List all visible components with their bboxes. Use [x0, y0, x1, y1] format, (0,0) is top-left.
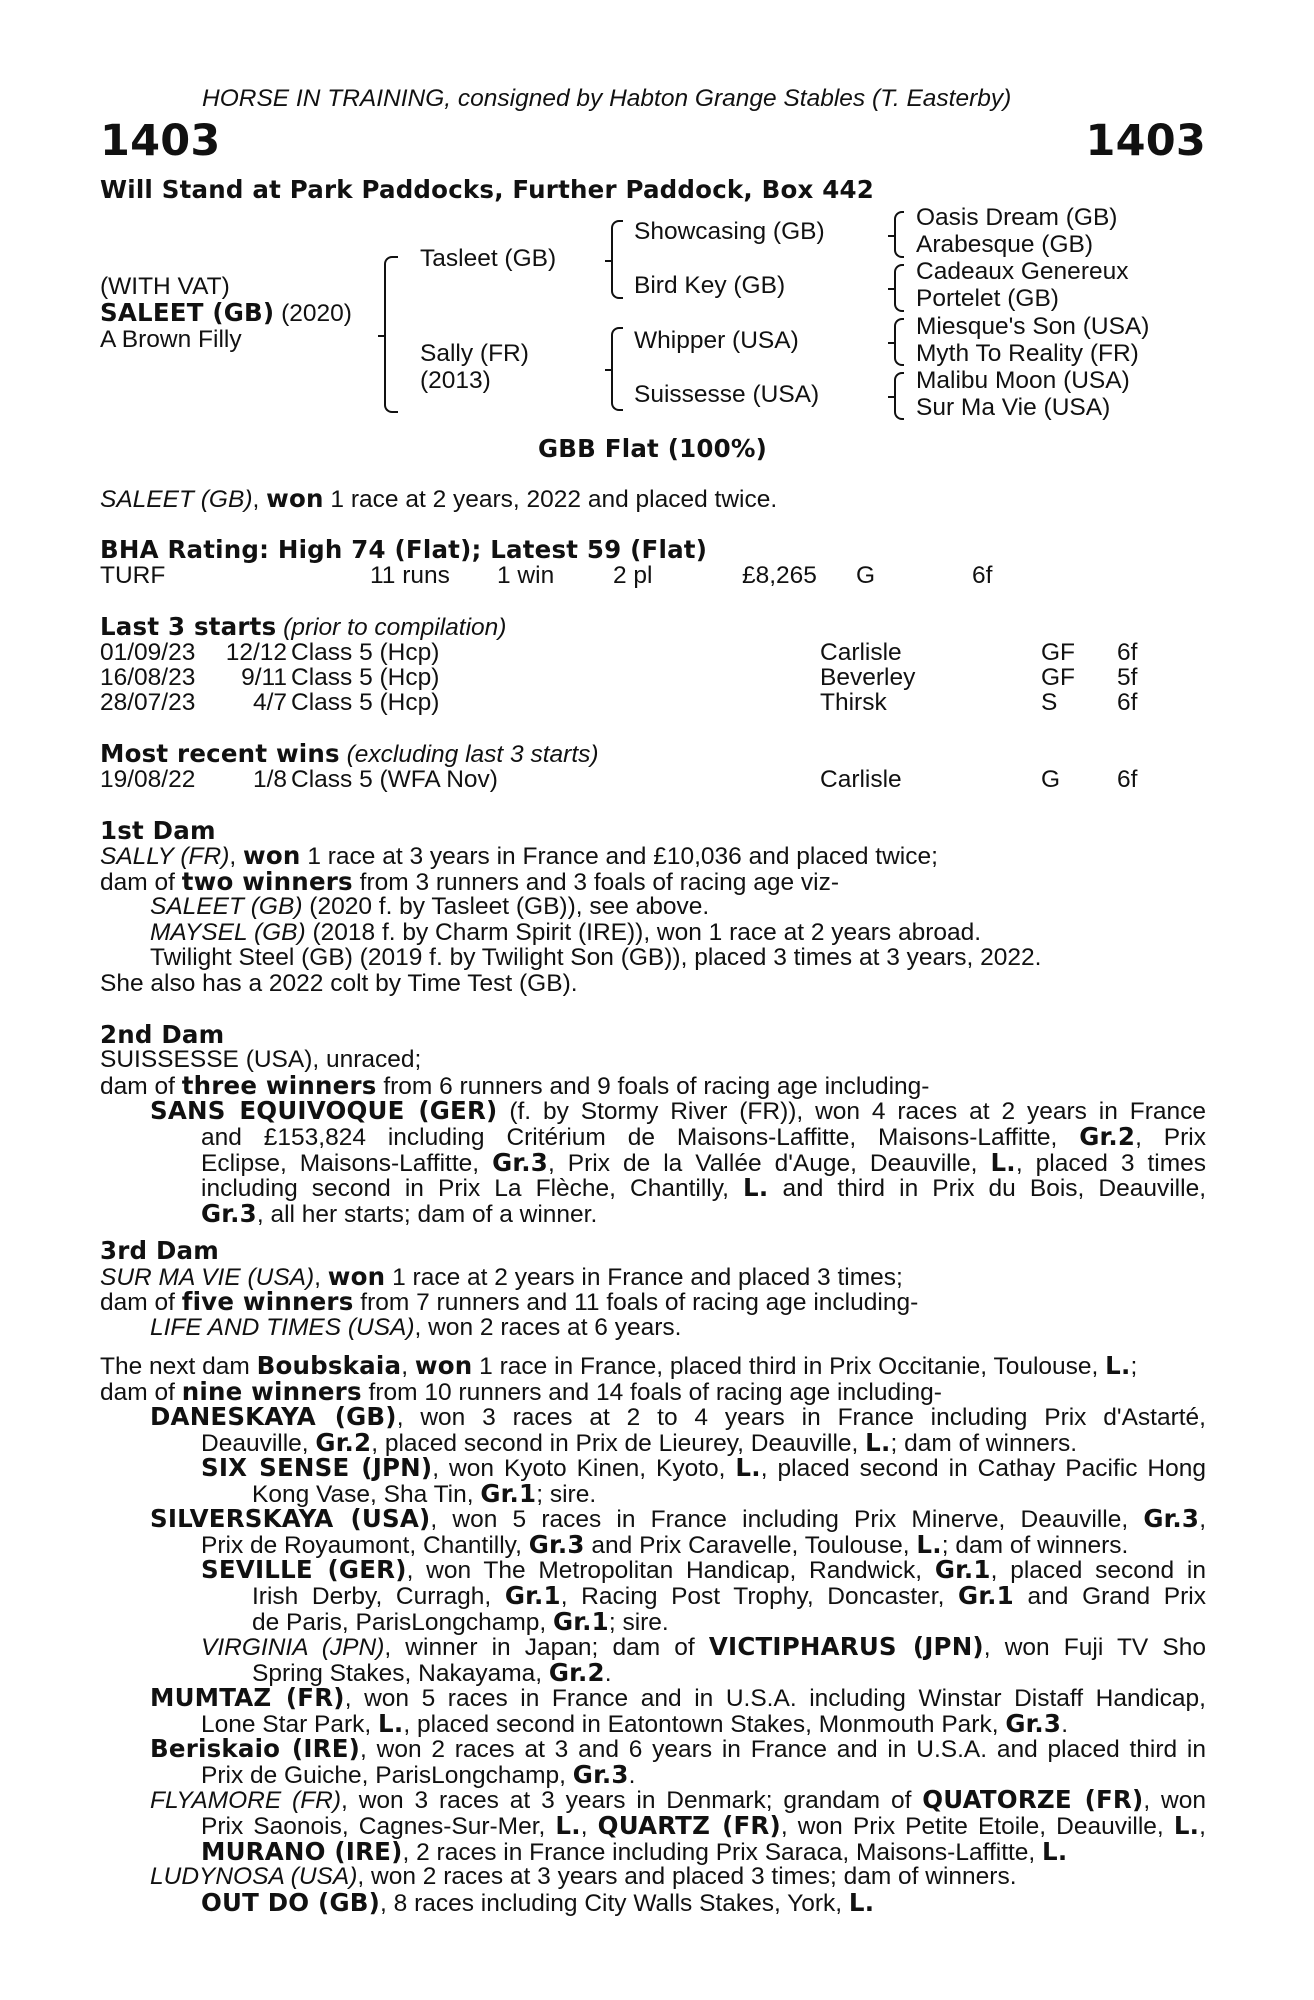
produce-detail	[201, 1762, 635, 1788]
produce-item	[201, 1557, 1206, 1583]
summary-text: 1 race at 2 years, 2022 and placed twice.	[323, 486, 778, 513]
produce-name: SANS EQUIVOQUE (GER)	[150, 1096, 498, 1125]
text: dam of	[100, 1379, 182, 1406]
text: , 8 races including City Walls Stakes, York,	[380, 1890, 849, 1917]
produce-item	[150, 1098, 1206, 1124]
text: ,	[1199, 1506, 1206, 1533]
text: .	[604, 1660, 612, 1687]
text: from 7 runners and 11 foals of racing age including-	[353, 1289, 919, 1316]
grade: Gr.2	[1079, 1122, 1136, 1151]
produce-item	[201, 1634, 1206, 1660]
bha-distance: 6f	[972, 562, 993, 589]
consignment-line: HORSE IN TRAINING, consigned by Habton Grange Stables (T. Easterby)	[202, 85, 1012, 112]
bha-earnings: £8,265	[742, 562, 817, 589]
text: and Grand Prix	[1013, 1583, 1206, 1610]
grade: Gr.2	[315, 1428, 372, 1457]
winners-count: five winners	[181, 1287, 354, 1316]
gbb-rating: GBB Flat (100%)	[538, 434, 767, 463]
produce-detail	[201, 1124, 1206, 1226]
lot-number-left: 1403	[100, 116, 221, 166]
produce-name: MUMTAZ (FR)	[150, 1683, 345, 1712]
text: , won Prix Petite Etoile, Deauville,	[780, 1813, 1174, 1840]
row-course: Beverley	[820, 664, 916, 691]
grade: Gr.3	[572, 1760, 629, 1789]
bha-wins: 1 win	[497, 562, 555, 589]
produce-name: SILVERSKAYA (USA)	[150, 1504, 431, 1533]
text: dam of	[100, 1073, 182, 1100]
row-course: Carlisle	[820, 766, 902, 793]
produce-name: QUARTZ (FR)	[597, 1811, 781, 1840]
bha-surface: TURF	[100, 562, 166, 589]
grade: L.	[743, 1173, 769, 1202]
recent-wins-note: (excluding last 3 starts)	[339, 741, 599, 768]
row-date: 19/08/22	[100, 766, 196, 793]
sire-dam: Bird Key (GB)	[634, 272, 786, 299]
ggs-4: Portelet (GB)	[916, 285, 1059, 312]
row-course: Thirsk	[820, 689, 887, 716]
grade: Gr.1	[552, 1606, 609, 1636]
text: , won 5 races in France and in U.S.A. including Winstar Distaff Handicap,	[344, 1685, 1206, 1712]
grade: Gr.3	[1005, 1709, 1062, 1738]
summary-name: SALEET (GB)	[100, 486, 253, 513]
row-position: 12/12	[225, 639, 287, 666]
brace-ggs-4	[894, 372, 904, 420]
row-position: 4/7	[252, 689, 287, 716]
dam-name: SALLY (FR)	[100, 843, 230, 870]
text: .	[628, 1762, 636, 1789]
brace-sire	[611, 220, 623, 299]
grade: Gr.1	[934, 1555, 991, 1584]
produce-name: LUDYNOSA (USA)	[150, 1863, 358, 1890]
grade: Gr.2	[548, 1658, 605, 1687]
produce-item	[150, 1736, 1206, 1762]
third-dam-title: 3rd Dam	[100, 1236, 219, 1265]
text: Kong Vase, Sha Tin,	[252, 1481, 481, 1508]
row-distance: 5f	[1117, 664, 1138, 691]
text: , won	[1143, 1787, 1206, 1814]
text: , all her starts; dam of a winner.	[256, 1200, 598, 1228]
row-course: Carlisle	[820, 639, 902, 666]
text: , placed second in	[990, 1557, 1207, 1584]
produce-name: SEVILLE (GER)	[201, 1555, 407, 1584]
produce-name: Beriskaio (IRE)	[150, 1734, 361, 1763]
dam-name: Boubskaia	[256, 1351, 402, 1380]
text: The next dam	[100, 1353, 257, 1380]
produce-item: Twilight Steel (GB) (2019 f. by Twilight Son (GB)), placed 3 times at 3 years, 2022.	[150, 944, 1042, 971]
second-dam-line: SUISSESSE (USA), unraced;	[100, 1046, 422, 1073]
text: Prix de Guiche, ParisLongchamp,	[201, 1762, 573, 1789]
text: , won The Metropolitan Handicap, Randwick,	[406, 1557, 935, 1584]
produce-name: FLYAMORE (FR)	[150, 1787, 342, 1814]
text: ; dam of winners.	[890, 1430, 1078, 1457]
grade: Gr.3	[492, 1147, 548, 1177]
recent-wins-heading	[100, 741, 599, 768]
text: , won 2 races at 3 and 6 years in France and in U.S.A. and placed third in	[360, 1736, 1206, 1763]
text: and £153,824 including Critérium de Maisons-Laffitte, Maisons-Laffitte,	[201, 1124, 1080, 1151]
produce-item	[201, 1890, 874, 1917]
recent-wins-title: Most recent wins	[100, 739, 340, 768]
row-class: Class 5 (Hcp)	[291, 689, 440, 716]
text: Irish Derby, Curragh,	[252, 1583, 505, 1610]
horse-name: SALEET (GB)	[100, 298, 275, 327]
sire-name: Tasleet (GB)	[420, 245, 557, 272]
text: , won 3 races at 2 to 4 years in France including Prix d'Astarté,	[396, 1404, 1206, 1431]
brace-horse	[384, 256, 398, 413]
row-class: Class 5 (Hcp)	[291, 639, 440, 666]
grade: L.	[378, 1709, 404, 1738]
text: dam of	[100, 1289, 182, 1316]
summary-won: won	[266, 484, 324, 513]
winners-count: three winners	[181, 1071, 377, 1100]
brace-ggs-1	[894, 211, 904, 258]
text: including second in Prix La Flèche, Chantilly,	[201, 1175, 744, 1202]
text: from 6 runners and 9 foals of racing age including-	[376, 1073, 930, 1100]
produce-detail	[252, 1583, 1206, 1634]
grade: L.	[555, 1811, 581, 1840]
text: from 10 runners and 14 foals of racing age including-	[361, 1379, 942, 1406]
produce-name: VICTIPHARUS (JPN)	[708, 1632, 984, 1661]
separator: ,	[229, 843, 243, 870]
separator: ,	[314, 1264, 328, 1291]
row-going: GF	[1041, 664, 1076, 691]
horse-description: A Brown Filly	[100, 326, 242, 353]
row-distance: 6f	[1117, 689, 1138, 716]
next-dam-line	[100, 1353, 1137, 1380]
grade: L.	[735, 1453, 761, 1482]
grade: Gr.3	[1143, 1504, 1200, 1533]
last3-note: (prior to compilation)	[276, 614, 507, 641]
produce-name: DANESKAYA (GB)	[150, 1402, 397, 1431]
bha-rating: BHA Rating: High 74 (Flat); Latest 59 (Flat)	[100, 535, 708, 564]
text: ,	[580, 1813, 598, 1840]
row-position: 1/8	[252, 766, 287, 793]
horse-title	[100, 300, 352, 327]
produce-name: MURANO (IRE)	[201, 1836, 403, 1866]
produce-name: LIFE AND TIMES (USA)	[150, 1314, 415, 1341]
text: , won Kyoto Kinen, Kyoto,	[432, 1455, 736, 1482]
text: de Paris, ParisLongchamp,	[252, 1608, 553, 1636]
produce-detail: (2020 f. by Tasleet (GB)), see above.	[302, 893, 710, 920]
text: , Prix	[1135, 1124, 1207, 1151]
first-dam-title: 1st Dam	[100, 816, 216, 845]
text: , placed second in Eatontown Stakes, Monmouth Park,	[403, 1711, 1006, 1738]
ggs-2: Arabesque (GB)	[916, 231, 1094, 258]
text: and third in Prix du Bois, Deauville,	[768, 1175, 1206, 1202]
won-label: won	[243, 841, 301, 870]
grade: Gr.1	[480, 1479, 537, 1508]
brace-ggs-3	[894, 318, 904, 366]
last3-heading	[100, 614, 506, 641]
winners-count: nine winners	[181, 1377, 362, 1406]
produce-detail	[252, 1660, 612, 1686]
text: Lone Star Park,	[201, 1711, 379, 1738]
text: , placed second in Prix de Lieurey, Deauville,	[371, 1430, 866, 1457]
grade: Gr.1	[504, 1581, 561, 1610]
grade: L.	[848, 1888, 875, 1917]
row-distance: 6f	[1117, 766, 1138, 793]
row-distance: 6f	[1117, 639, 1138, 666]
brace-ggs-2	[894, 264, 904, 312]
dam-name: SUR MA VIE (USA)	[100, 1264, 315, 1291]
sire-sire: Showcasing (GB)	[634, 218, 825, 245]
produce-item	[150, 1685, 1206, 1711]
text: , won 3 races at 3 years in Denmark; grandam of	[341, 1787, 923, 1814]
text: , won 2 races at 6 years.	[414, 1314, 682, 1341]
produce-detail: (2018 f. by Charm Spirit (IRE)), won 1 race at 2 years abroad.	[305, 919, 982, 946]
grade: Gr.1	[958, 1581, 1014, 1610]
lot-number-right: 1403	[1085, 116, 1206, 166]
text: Prix de Royaumont, Chantilly,	[201, 1532, 529, 1559]
dam-sire: Whipper (USA)	[634, 327, 799, 354]
bha-runs: 11 runs	[370, 562, 450, 589]
text: dam of	[100, 869, 182, 896]
text: and Prix Caravelle, Toulouse,	[584, 1532, 917, 1559]
text: , won 2 races at 3 years and placed 3 times; dam of winners.	[357, 1863, 1017, 1890]
grade: L.	[990, 1147, 1016, 1177]
produce-detail	[252, 1481, 596, 1507]
grade: L.	[1042, 1836, 1068, 1866]
vat-note: (WITH VAT)	[100, 273, 230, 300]
produce-name: SIX SENSE (JPN)	[201, 1453, 433, 1482]
produce-name: OUT DO (GB)	[201, 1888, 381, 1917]
produce-item	[150, 894, 709, 920]
won-label: won	[414, 1351, 473, 1380]
produce-name: VIRGINIA (JPN)	[201, 1634, 385, 1661]
text: , won Fuji TV Sho	[983, 1634, 1206, 1661]
brace-dam	[611, 327, 623, 411]
text: , won 5 races in France including Prix Minerve, Deauville,	[430, 1506, 1144, 1533]
row-date: 16/08/23	[100, 664, 196, 691]
produce-detail	[201, 1532, 1128, 1558]
stand-location: Will Stand at Park Paddocks, Further Paddock, Box 442	[100, 175, 875, 204]
row-going: S	[1041, 689, 1058, 716]
dam-record: 1 race at 3 years in France and £10,036 and placed twice;	[300, 843, 938, 870]
ggs-7: Malibu Moon (USA)	[916, 367, 1130, 394]
produce-item	[150, 1404, 1206, 1430]
text: , placed 3 times	[1015, 1149, 1206, 1177]
text: Eclipse, Maisons-Laffitte,	[201, 1149, 493, 1177]
produce-item	[150, 1506, 1206, 1532]
text: , 2 races in France including Prix Saraca, Maisons-Laffitte,	[402, 1838, 1043, 1866]
dam-record: 1 race at 2 years in France and placed 3 times;	[385, 1264, 903, 1291]
produce-name: MAYSEL (GB)	[150, 919, 306, 946]
text: ;	[1130, 1353, 1138, 1380]
third-dam-produce	[100, 1289, 918, 1316]
ggs-8: Sur Ma Vie (USA)	[916, 394, 1111, 421]
row-position: 9/11	[241, 664, 287, 691]
text: Spring Stakes, Nakayama,	[252, 1660, 549, 1687]
text: , winner in Japan; dam of	[384, 1634, 709, 1661]
first-dam-note: She also has a 2022 colt by Time Test (GB).	[100, 970, 578, 997]
race-summary: SALEET (GB), won 1 race at 2 years, 2022 and placed twice.	[100, 484, 778, 513]
ggs-3: Cadeaux Genereux	[916, 258, 1129, 285]
text: 1 race in France, placed third in Prix Occitanie, Toulouse,	[472, 1353, 1106, 1380]
produce-name: QUATORZE (FR)	[922, 1785, 1144, 1814]
produce-detail	[201, 1711, 1068, 1737]
dam-year: (2013)	[420, 367, 491, 394]
grade: L.	[1173, 1811, 1200, 1840]
row-going: G	[1041, 766, 1061, 793]
ggs-1: Oasis Dream (GB)	[916, 204, 1118, 231]
second-dam-title: 2nd Dam	[100, 1020, 225, 1049]
produce-name: SALEET (GB)	[150, 893, 303, 920]
produce-item	[150, 1787, 1206, 1813]
first-dam-line	[100, 843, 938, 870]
grade: L.	[1105, 1351, 1131, 1380]
dam-name: Sally (FR)	[420, 340, 529, 367]
text: ; dam of winners.	[941, 1532, 1129, 1559]
first-dam-produce	[100, 869, 839, 896]
text: .	[1061, 1711, 1068, 1738]
text: (f. by Stormy River (FR)), won 4 races at 2 years in France	[497, 1098, 1206, 1125]
produce-item	[150, 1315, 681, 1341]
last3-title: Last 3 starts	[100, 612, 277, 641]
grade: L.	[865, 1428, 891, 1457]
text: , placed second in Cathay Pacific Hong	[760, 1455, 1206, 1482]
produce-item	[150, 920, 981, 946]
ggs-5: Miesque's Son (USA)	[916, 313, 1150, 340]
produce-detail	[201, 1430, 1077, 1456]
text: Deauville,	[201, 1430, 316, 1457]
won-label: won	[327, 1262, 386, 1291]
ggs-6: Myth To Reality (FR)	[916, 340, 1139, 367]
produce-item	[201, 1455, 1206, 1481]
bha-placed: 2 pl	[613, 562, 653, 589]
text: ; sire.	[536, 1481, 597, 1508]
horse-year: (2020)	[274, 300, 352, 327]
row-date: 01/09/23	[100, 639, 196, 666]
grade: Gr.3	[201, 1198, 257, 1228]
text: ; sire.	[608, 1608, 669, 1636]
text: ,	[401, 1353, 415, 1380]
produce-item	[150, 1864, 1017, 1890]
text: , Racing Post Trophy, Doncaster,	[560, 1583, 959, 1610]
dam-dam: Suissesse (USA)	[634, 381, 820, 408]
grade: Gr.3	[528, 1530, 585, 1559]
row-date: 28/07/23	[100, 689, 196, 716]
row-class: Class 5 (Hcp)	[291, 664, 440, 691]
grade: L.	[916, 1530, 942, 1559]
text: , Prix de la Vallée d'Auge, Deauville,	[547, 1149, 991, 1177]
row-going: GF	[1041, 639, 1076, 666]
text: Prix Saonois, Cagnes-Sur-Mer,	[201, 1813, 556, 1840]
winners-count: two winners	[181, 867, 353, 896]
text: ,	[1199, 1813, 1206, 1840]
produce-detail	[201, 1813, 1206, 1864]
bha-going: G	[856, 562, 876, 589]
text: from 3 runners and 3 foals of racing age viz-	[352, 869, 839, 896]
row-class: Class 5 (WFA Nov)	[291, 766, 498, 793]
